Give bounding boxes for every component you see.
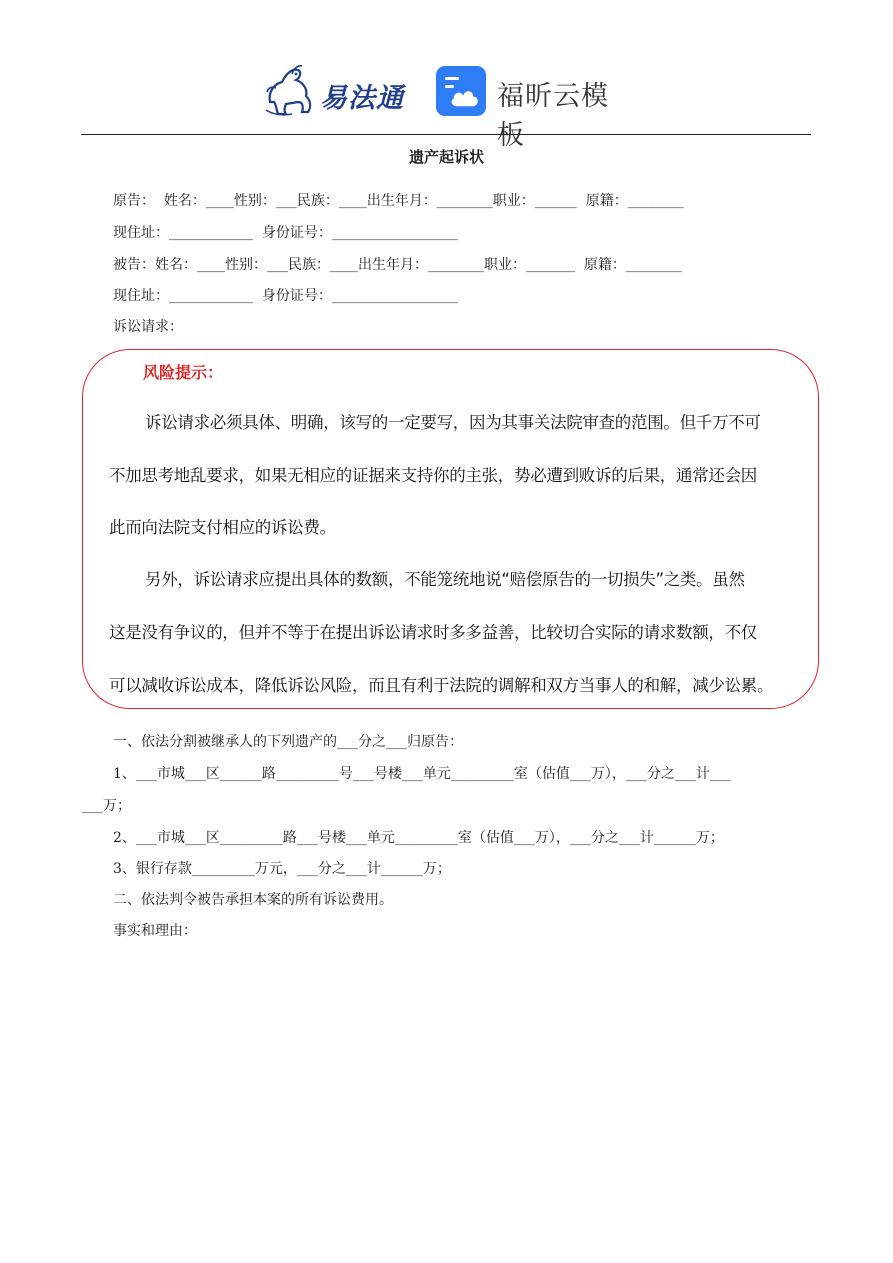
- yifatong-brand-text: 易法通: [320, 83, 404, 114]
- yifatong-logo: [262, 62, 414, 120]
- fuxin-brand-text: 福昕云模板: [497, 81, 609, 151]
- claim-property-1: 1、___市城___区______路_________号___号楼___单元_________室（估值___万），___分之___计___: [113, 766, 731, 782]
- claims-heading: 诉讼请求：: [113, 319, 183, 335]
- risk-tip-title: 风险提示：: [143, 363, 224, 382]
- risk-tip-line: 不加思考地乱要求，如果无相应的证据来支持你的主张，势必遭到败诉的后果，通常还会因: [109, 466, 758, 485]
- risk-tip-line: 此而向法院支付相应的诉讼费。: [109, 518, 336, 537]
- cloud-document-icon: [435, 65, 487, 117]
- risk-tip-line: 这是没有争议的，但并不等于在提出诉讼请求时多多益善，比较切合实际的请求数额，不仅: [109, 623, 758, 642]
- header-divider: [81, 134, 811, 135]
- document-title: 遗产起诉状: [408, 148, 484, 166]
- claim-bank-deposit: 3、银行存款_________万元，___分之___计______万；: [113, 861, 451, 877]
- claim-property-1-continued: ___万；: [82, 798, 131, 814]
- risk-tip-line: 诉讼请求必须具体、明确，该写的一定要写，因为其事关法院审查的范围。但千万不可: [145, 413, 761, 432]
- claim-property-2: 2、___市城___区_________路___号楼___单元_________室（估值___万），___分之___计______万；: [113, 830, 724, 846]
- defendant-address-line: 现住址：____________ 身份证号：__________________: [113, 288, 458, 304]
- plaintiff-info-line: 原告： 姓名：____性别：___民族：____出生年月：________职业：______ 原籍：________: [113, 193, 684, 209]
- plaintiff-address-line: 现住址：____________ 身份证号：__________________: [113, 225, 458, 241]
- claim-item-1: 一、依法分割被继承人的下列遗产的___分之___归原告：: [113, 734, 463, 750]
- document-header: [0, 55, 893, 151]
- risk-tip-line: 可以减收诉讼成本，降低诉讼风险，而且有利于法院的调解和双方当事人的和解，减少讼累。: [109, 676, 774, 695]
- claim-item-2: 二、依法判令被告承担本案的所有诉讼费用。: [113, 892, 393, 908]
- fuxin-logo: [435, 63, 635, 151]
- qilin-logo-icon: [262, 62, 322, 120]
- risk-tip-line: 另外，诉讼请求应提出具体的数额，不能笼统地说“赔偿原告的一切损失”之类。虽然: [145, 570, 745, 589]
- defendant-info-line: 被告：姓名：____性别：___民族：____出生年月：________职业：_______ 原籍：________: [113, 257, 682, 273]
- facts-reasons-heading: 事实和理由：: [113, 923, 197, 939]
